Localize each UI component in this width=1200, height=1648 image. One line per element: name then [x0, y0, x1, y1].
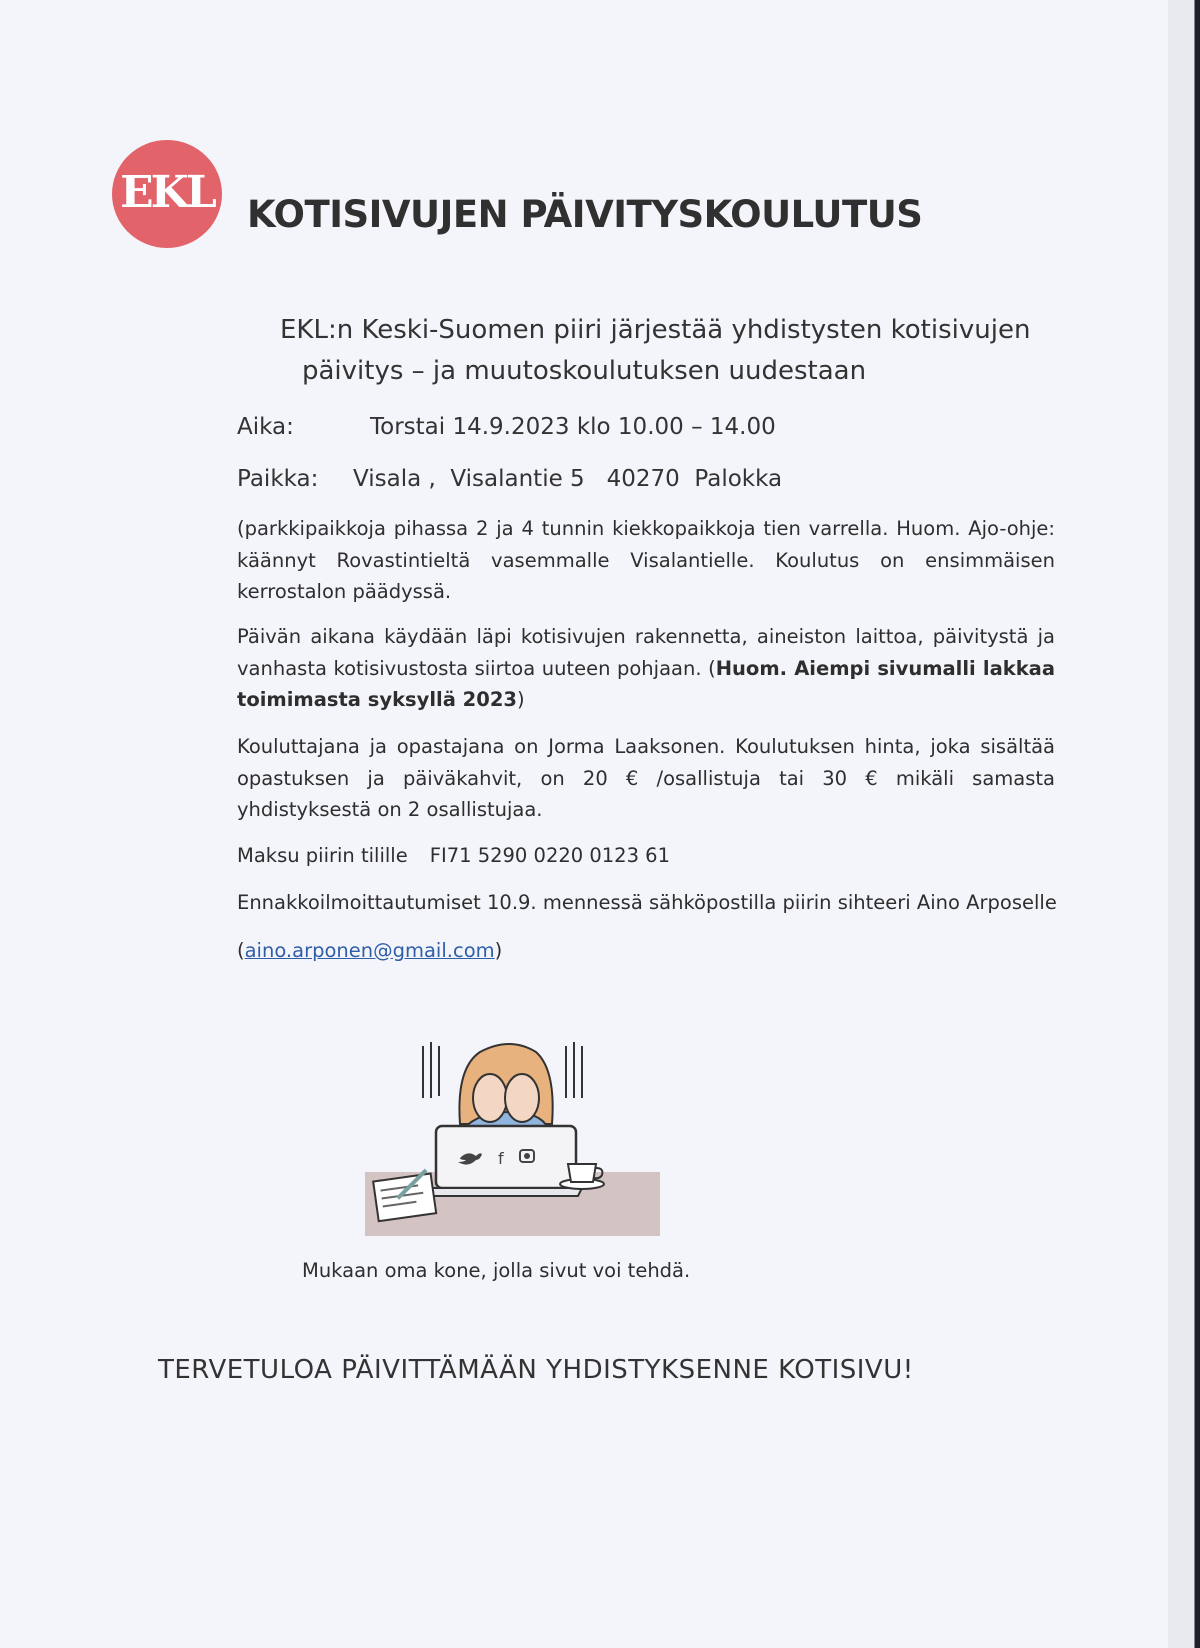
left-hand [473, 1074, 507, 1122]
intro-line-2: päivitys – ja muutoskoulutuksen uudestaan [302, 356, 867, 386]
payment-row [237, 840, 670, 871]
content-end: ) [516, 688, 525, 711]
ekl-logo [112, 140, 222, 248]
email-link[interactable]: aino.arponen@gmail.com [244, 939, 495, 962]
laptop-base [430, 1188, 582, 1196]
time-label: Aika: [237, 414, 294, 440]
place-value: Visala , Visalantie 5 40270 Palokka [353, 466, 783, 492]
time-row [237, 411, 776, 443]
page-title: KOTISIVUJEN PÄIVITYSKOULUTUS [247, 193, 923, 236]
email-open: ( [237, 939, 245, 962]
footer-welcome: TERVETULOA PÄIVITTÄMÄÄN YHDISTYKSENNE KOTISIVU! [158, 1355, 914, 1385]
f-glyph-icon: f [498, 1149, 504, 1168]
content-note: Huom. Aiempi sivumalli lakkaa toimimasta syksyllä 2023 [237, 656, 1055, 711]
laptop-lid [436, 1126, 576, 1188]
email-close: ) [494, 939, 503, 962]
intro-line-1: EKL:n Keski-Suomen piiri järjestää yhdistysten kotisivujen [280, 315, 1031, 345]
email-row [237, 935, 502, 966]
page-edge [1168, 0, 1200, 1648]
payment-label: Maksu piirin tilille [237, 844, 408, 867]
parking-info: (parkkipaikkoja pihassa 2 ja 4 tunnin kiekkopaikkoja tien varrella. Huom. Ajo-ohje: käännyt Rovastintieltä vasemmalle Visalantielle. Koulutus on ensimmäisen kerrostalon päädyssä. [237, 517, 1055, 603]
registration-info: Ennakkoilmoittautumiset 10.9. mennessä sähköpostilla piirin sihteeri Aino Arposelle [237, 891, 1057, 914]
content-info [237, 621, 1055, 716]
payment-account: FI71 5290 0220 0123 61 [429, 844, 670, 867]
right-hand [505, 1074, 539, 1122]
stressed-person-at-laptop-illustration [360, 1028, 660, 1240]
content-text: Päivän aikana käydään läpi kotisivujen rakennetta, aineiston laittoa, päivitystä ja vanhasta kotisivustosta siirtoa uuteen pohjaan. ( [237, 625, 1055, 680]
illustration-caption: Mukaan oma kone, jolla sivut voi tehdä. [302, 1259, 691, 1282]
time-value: Torstai 14.9.2023 klo 10.00 – 14.00 [370, 414, 776, 440]
ekl-logo-text: EKL [120, 167, 214, 218]
trainer-info: Kouluttajana ja opastajana on Jorma Laaksonen. Koulutuksen hinta, joka sisältää opastuksen ja päiväkahvit, on 20 € /osallistuja tai 30 € mikäli samasta yhdistyksestä on 2 osallistujaa. [237, 735, 1055, 821]
intro-text [280, 310, 1060, 392]
place-row [237, 463, 782, 495]
place-label: Paikka: [237, 466, 319, 492]
